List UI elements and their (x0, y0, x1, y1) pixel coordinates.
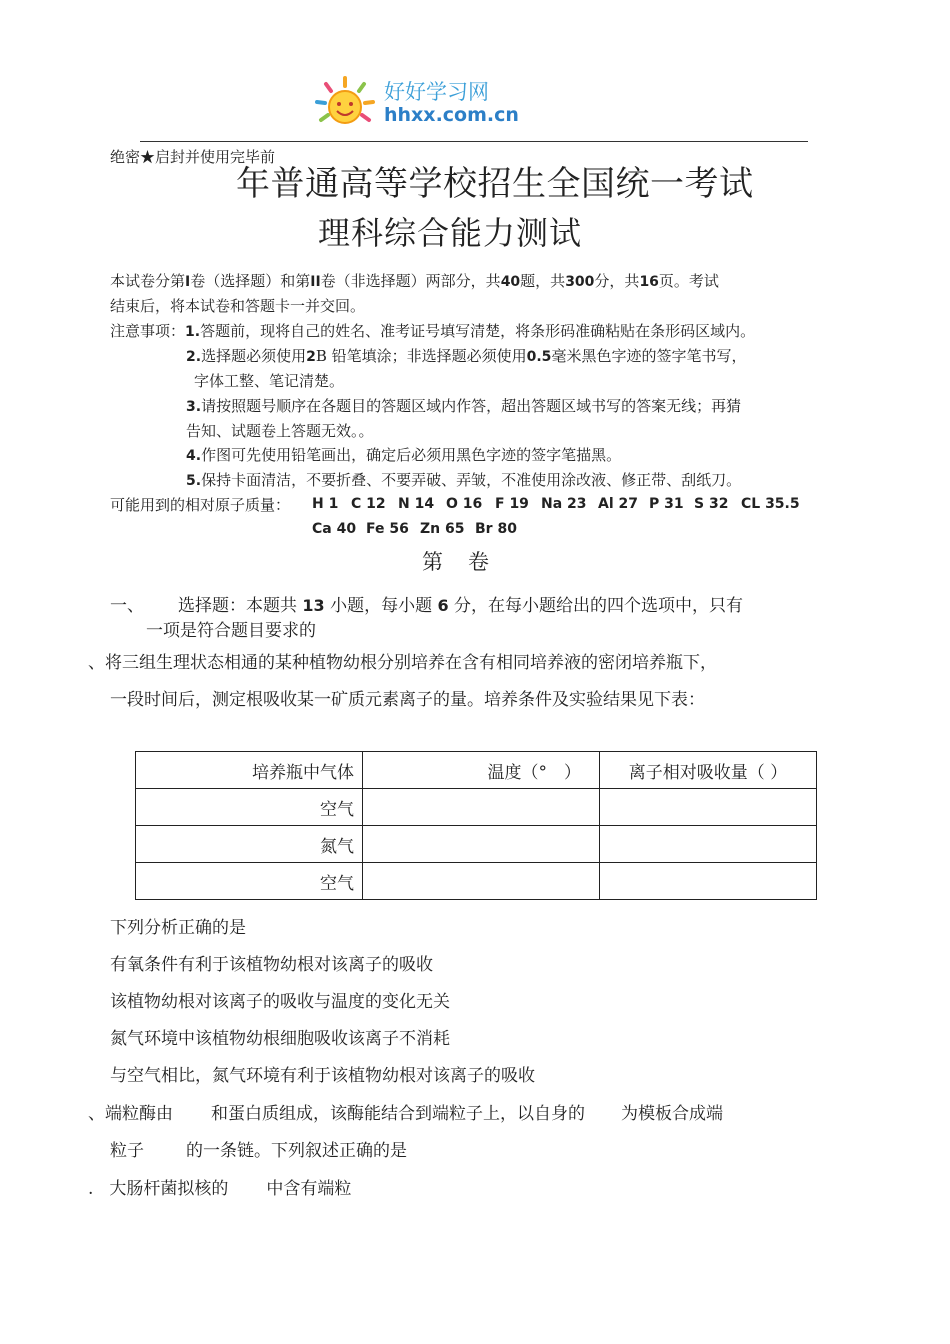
intro-text: 页。考试 (658, 272, 719, 290)
note-3 (186, 395, 741, 416)
q1-option-c[interactable]: 氮气环境中该植物幼根细胞吸收该离子不消耗 (110, 1029, 450, 1049)
note-text: 保持卡面清洁，不要折叠、不要弄破、弄皱，不准使用涂改液、修正带、刮纸刀。 (201, 471, 742, 489)
intro-bold: 300 (565, 274, 595, 290)
table-cell: 空气 (136, 789, 363, 826)
intro-line-2: 结束后，将本试卷和答题卡一并交回。 (110, 297, 366, 315)
note-number: 4. (186, 448, 202, 464)
mass-na: Na 23 (541, 496, 587, 512)
note-1 (110, 320, 755, 341)
intro-bold: II (310, 274, 321, 290)
header-rule (140, 141, 808, 142)
table-cell (363, 826, 600, 863)
table-cell: 空气 (136, 863, 363, 900)
q2-line-2 (110, 1136, 407, 1161)
logo-text-cn: 好好学习网 (384, 80, 489, 104)
q2-text: 、端粒酶由 (88, 1104, 173, 1124)
intro-text: 题，共 (520, 272, 566, 290)
table-cell (600, 863, 817, 900)
q2-text: 粒子 (110, 1141, 144, 1161)
table-header: 温度（° ） (363, 752, 600, 789)
section-text: 分，在每小题给出的四个选项中，只有 (454, 596, 744, 616)
note-3-line-2: 告知、试题卷上答题无效。。 (186, 422, 374, 440)
mass-n: N 14 (398, 496, 435, 512)
mass-zn: Zn 65 (420, 521, 465, 537)
mass-f: F 19 (495, 496, 529, 512)
note-bold: 0.5 (526, 349, 552, 365)
section-number: 一、 (110, 596, 144, 616)
q2-line-1 (88, 1099, 723, 1124)
section-bold: 6 (437, 596, 449, 615)
mass-fe: Fe 56 (366, 521, 409, 537)
option-marker: . (88, 1179, 94, 1199)
table-cell (363, 863, 600, 900)
q2-option-text: 大肠杆菌拟核的 (109, 1179, 229, 1199)
intro-text: 卷（选择题）和第 (190, 272, 311, 290)
q1-line-2: 一段时间后，测定根吸收某一矿质元素离子的量。培养条件及实验结果见下表： (110, 690, 705, 710)
note-number: 5. (186, 473, 202, 489)
note-4 (186, 444, 621, 465)
note-text: 选择题必须使用 (201, 347, 307, 365)
section-1-line-2: 一项是符合题目要求的 (146, 621, 316, 641)
secret-label: 绝密★启封并使用完毕前 (110, 148, 276, 166)
note-text: B 铅笔填涂；非选择题必须使用 (315, 347, 527, 365)
table-cell (363, 789, 600, 826)
intro-text: 卷（非选择题）两部分，共 (320, 272, 501, 290)
q1-option-d[interactable]: 与空气相比，氮气环境有利于该植物幼根对该离子的吸收 (110, 1066, 535, 1086)
mass-cl: CL 35.5 (741, 496, 800, 512)
masses-label: 可能用到的相对原子质量： (110, 496, 291, 514)
mass-p: P 31 (649, 496, 684, 512)
section-text: 小题，每小题 (330, 596, 433, 616)
q2-text: 和蛋白质组成，该酶能结合到端粒子上，以自身的 (211, 1104, 585, 1124)
q2-option-a[interactable] (88, 1174, 351, 1199)
table-row (136, 826, 817, 863)
table-cell (600, 789, 817, 826)
q1-line-1: 、将三组生理状态相通的某种植物幼根分别培养在含有相同培养液的密闭培养瓶下， (88, 653, 717, 673)
mass-br: Br 80 (475, 521, 517, 537)
table-row (136, 789, 817, 826)
q1-option-a[interactable]: 有氧条件有利于该植物幼根对该离子的吸收 (110, 955, 433, 975)
q2-text: 的一条链。下列叙述正确的是 (186, 1141, 407, 1161)
intro-text: 分，共 (594, 272, 640, 290)
table-cell: 氮气 (136, 826, 363, 863)
mass-ca: Ca 40 (312, 521, 357, 537)
part-title: 第 卷 (422, 550, 491, 574)
exam-title: 年普通高等学校招生全国统一考试 (236, 164, 754, 204)
q2-option-text: 中含有端粒 (266, 1179, 352, 1199)
mass-o: O 16 (446, 496, 483, 512)
logo-text-en: hhxx.com.cn (384, 104, 519, 126)
note-5 (186, 469, 741, 490)
exam-subtitle: 理科综合能力测试 (318, 214, 583, 252)
mass-c: C 12 (351, 496, 386, 512)
table-row (136, 863, 817, 900)
intro-bold: 16 (639, 274, 659, 290)
table-cell (600, 826, 817, 863)
note-number: 3. (186, 399, 202, 415)
note-text: 答题前，现将自己的姓名、准考证号填写清楚，将条形码准确粘贴在条形码区域内。 (200, 322, 756, 340)
table-header: 离子相对吸收量（ ） (600, 752, 817, 789)
intro-line-1 (110, 270, 719, 291)
mass-h: H 1 (312, 496, 339, 512)
table-header-row (136, 752, 817, 789)
notes-label: 注意事项： (110, 322, 186, 340)
note-2-line-2: 字体工整、笔记清楚。 (194, 372, 345, 390)
note-text: 请按照题号顺序在各题目的答题区域内作答，超出答题区域书写的答案无线；再猜 (201, 397, 742, 415)
note-2 (186, 345, 746, 366)
mass-s: S 32 (694, 496, 729, 512)
table-header: 培养瓶中气体 (136, 752, 363, 789)
intro-text: 本试卷分第 (110, 272, 186, 290)
note-text: 毫米黑色字迹的签字笔书写， (551, 347, 747, 365)
q1-prompt: 下列分析正确的是 (110, 918, 246, 938)
section-1-heading (110, 591, 743, 616)
section-bold: 13 (302, 596, 325, 615)
note-number: 2. (186, 349, 202, 365)
sun-logo-icon (312, 74, 378, 134)
site-logo[interactable] (312, 74, 532, 134)
q2-text: 为模板合成端 (621, 1104, 723, 1124)
intro-bold: 40 (500, 274, 521, 290)
note-number: 1. (185, 324, 201, 340)
note-bold: 2 (306, 349, 316, 365)
mass-al: Al 27 (598, 496, 638, 512)
section-text: 选择题：本题共 (178, 596, 297, 616)
q1-option-b[interactable]: 该植物幼根对该离子的吸收与温度的变化无关 (110, 992, 450, 1012)
experiment-table (135, 751, 817, 900)
intro-bold: I (185, 274, 191, 290)
note-text: 作图可先使用铅笔画出，确定后必须用黑色字迹的签字笔描黑。 (201, 446, 622, 464)
